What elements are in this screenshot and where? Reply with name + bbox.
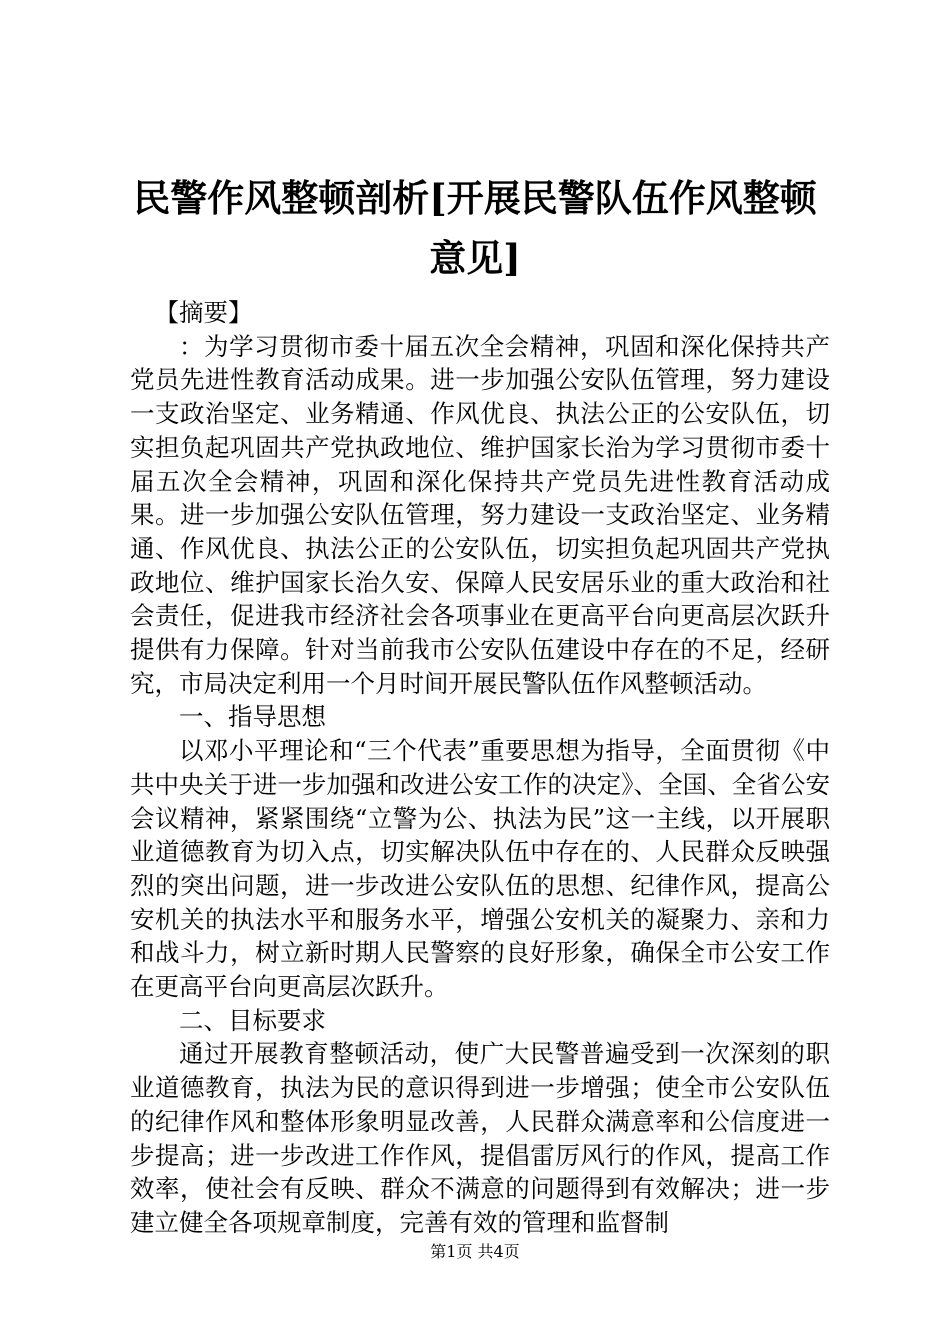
abstract-paragraph: ：为学习贯彻市委十届五次全会精神，巩固和深化保持共产党员先进性教育活动成果。进一步加强公安队伍管理，努力建设一支政治坚定、业务精通、作风优良、执法公正的公安队伍，切实担负起巩固共产党执政地位、维护国家长治为学习贯彻市委十届五次全会精神，巩固和深化保持共产党员先进性教育活动成果。进一步加强公安队伍管理，努力建设一支政治坚定、业务精通、作风优良、执法公正的公安队伍，切实担负起巩固共产党执政地位、维护国家长治久安、保障人民安居乐业的重大政治和社会责任，促进我市经济社会各项事业在更高平台向更高层次跃升提供有力保障。针对当前我市公安队伍建设中存在的不足，经研究，市局决定利用一个月时间开展民警队伍作风整顿活动。 <box>130 331 830 698</box>
section-heading-guiding-thought: 一、指导思想 <box>179 702 326 732</box>
section-heading-goals: 二、目标要求 <box>179 1005 326 1035</box>
document-body <box>130 296 830 1240</box>
document-title: 民警作风整顿剖析[开展民警队伍作风整顿意见] <box>133 176 817 280</box>
goals-paragraph: 通过开展教育整顿活动，使广大民警普遍受到一次深刻的职业道德教育，执法为民的意识得到进一步增强；使全市公安队伍的纪律作风和整体形象明显改善，人民群众满意率和公信度进一步提高；进一步改进工作作风，提倡雷厉风行的作风，提高工作效率，使社会有反映、群众不满意的问题得到有效解决；进一步建立健全各项规章制度，完善有效的管理和监督制 <box>130 1039 830 1237</box>
page-number-footer: 第1页 共4页 <box>430 1242 520 1261</box>
guiding-thought-paragraph: 以邓小平理论和“三个代表”重要思想为指导，全面贯彻《中共中央关于进一步加强和改进公安工作的决定》、全国、全省公安会议精神，紧紧围绕“立警为公、执法为民”这一主线，以开展职业道德教育为切入点，切实解决队伍中存在的、人民群众反映强烈的突出问题，进一步改进公安队伍的思想、纪律作风，提高公安机关的执法水平和服务水平，增强公安机关的凝聚力、亲和力和战斗力，树立新时期人民警察的良好形象，确保全市公安工作在更高平台向更高层次跃升。 <box>130 736 830 1002</box>
abstract-label: 【摘要】 <box>154 298 253 327</box>
